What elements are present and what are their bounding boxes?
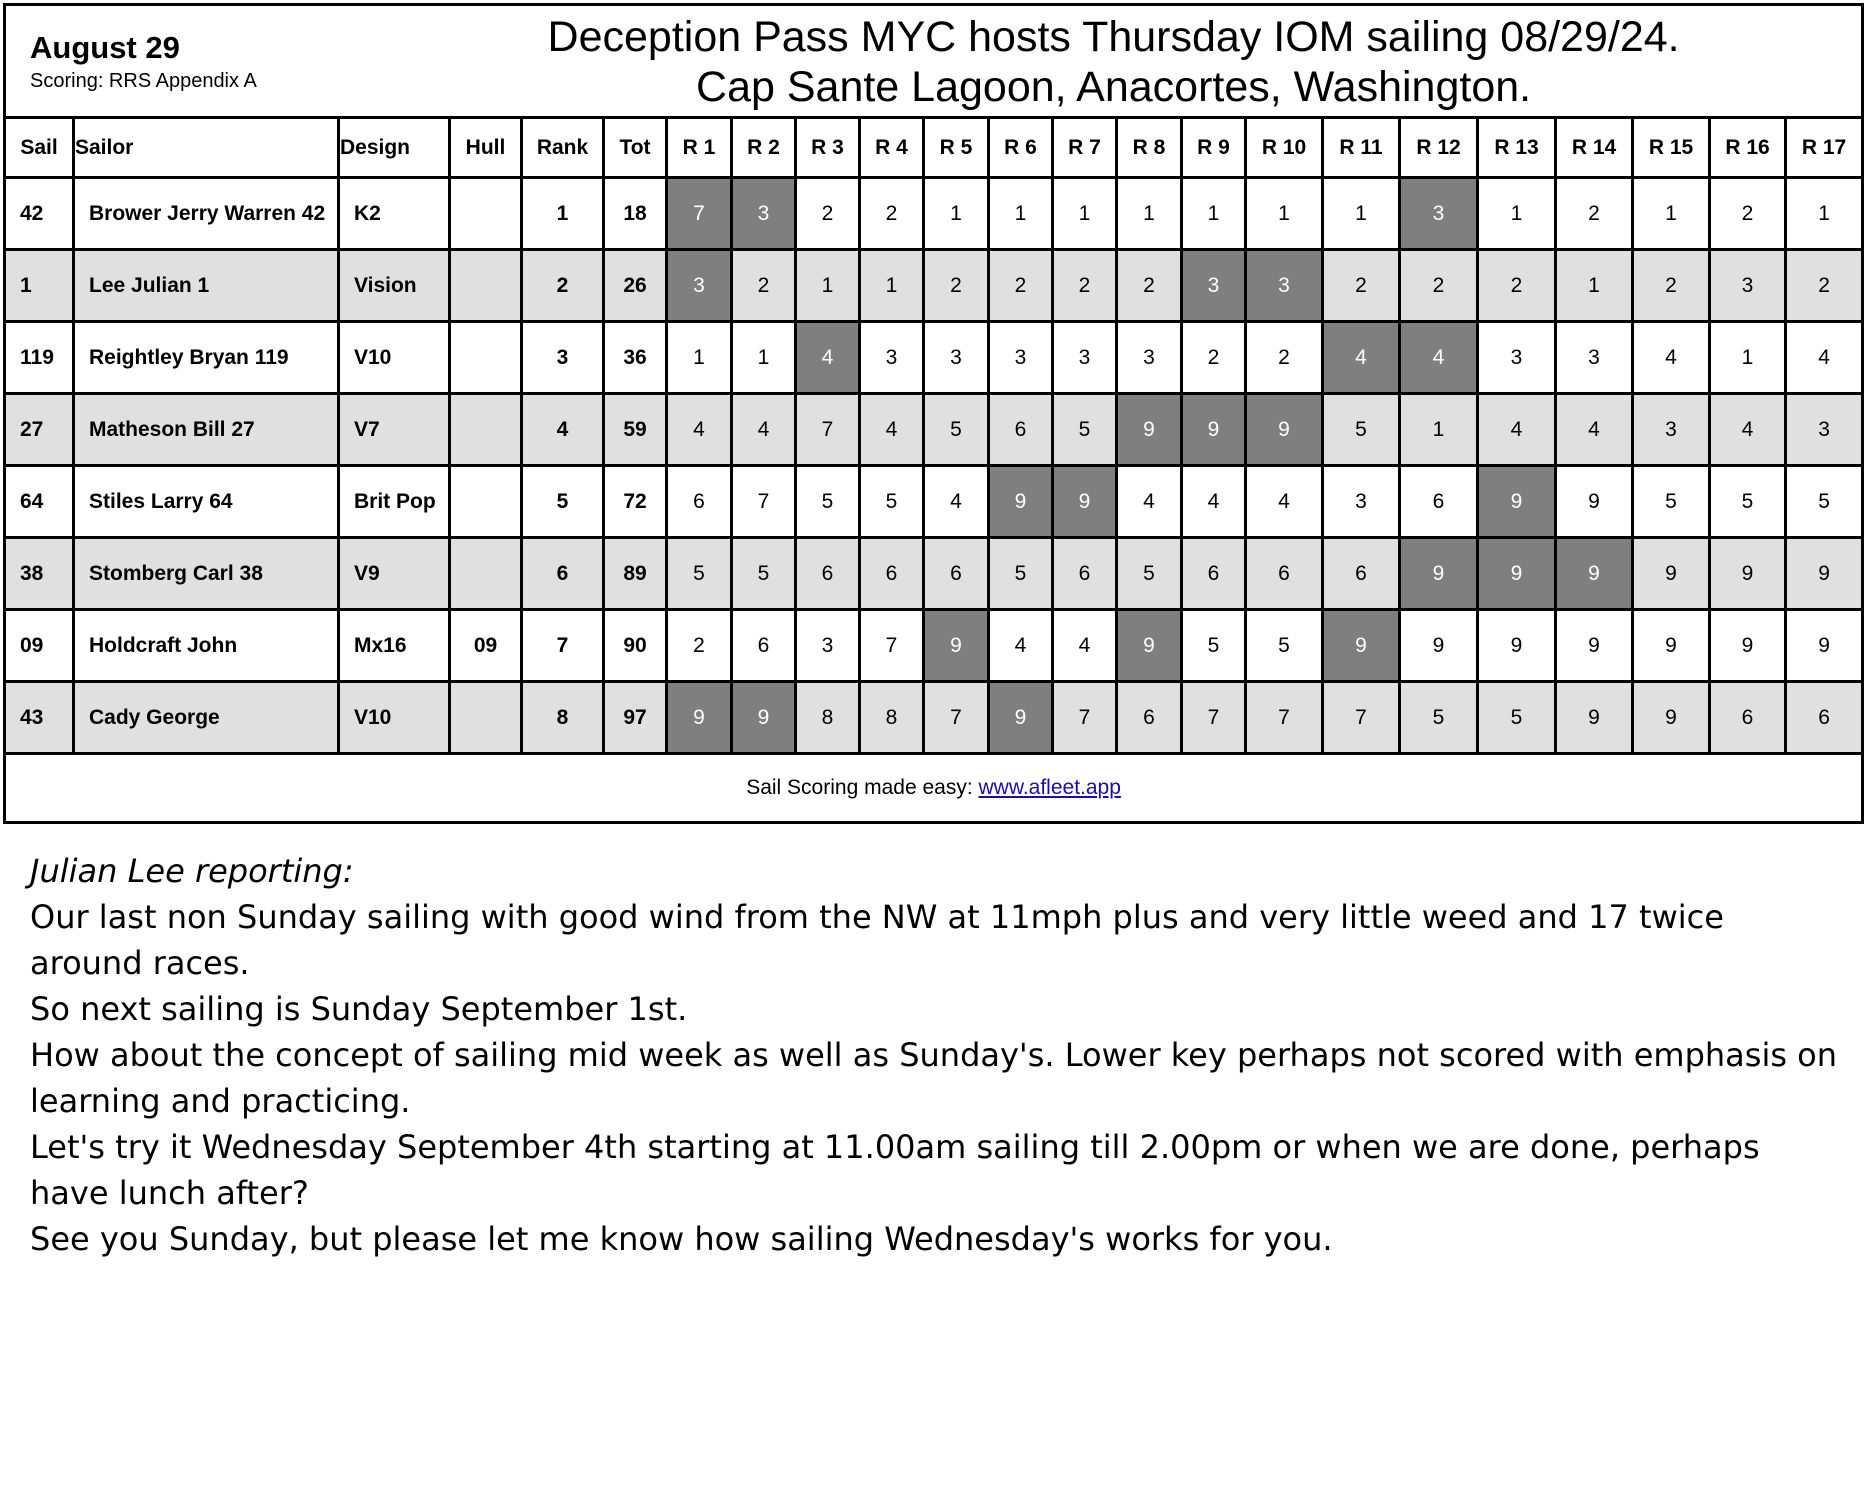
column-header: Tot: [604, 118, 667, 178]
design-cell: V10: [339, 682, 450, 754]
sail-cell: 1: [5, 250, 74, 322]
rank-cell: 2: [522, 250, 604, 322]
report-paragraph-2: So next sailing is Sunday September 1st.: [30, 990, 688, 1028]
race-score-cell: 4: [860, 394, 924, 466]
table-row: [5, 538, 1863, 610]
race-score-cell: 2: [796, 178, 860, 250]
race-score-cell: 1: [860, 250, 924, 322]
dropped-score-cell: 4: [1400, 322, 1478, 394]
column-header: Rank: [522, 118, 604, 178]
race-score-cell: 1: [796, 250, 860, 322]
race-score-cell: 1: [1246, 178, 1323, 250]
race-score-cell: 9: [1786, 610, 1863, 682]
race-score-cell: 2: [989, 250, 1053, 322]
column-header: R 14: [1556, 118, 1633, 178]
race-score-cell: 9: [1556, 466, 1633, 538]
race-score-cell: 9: [1556, 682, 1633, 754]
race-score-cell: 7: [1246, 682, 1323, 754]
race-score-cell: 9: [1710, 610, 1786, 682]
race-score-cell: 3: [796, 610, 860, 682]
event-date: August 29: [30, 30, 180, 65]
design-cell: Vision: [339, 250, 450, 322]
race-score-cell: 3: [1633, 394, 1710, 466]
report-paragraph-5: See you Sunday, but please let me know how sailing Wednesday's works for you.: [30, 1220, 1333, 1258]
race-score-cell: 4: [1182, 466, 1246, 538]
design-cell: K2: [339, 178, 450, 250]
total-cell: 89: [604, 538, 667, 610]
table-row: [5, 610, 1863, 682]
race-score-cell: 4: [1053, 610, 1117, 682]
race-score-cell: 6: [989, 394, 1053, 466]
race-score-cell: 2: [1710, 178, 1786, 250]
race-score-cell: 5: [1246, 610, 1323, 682]
race-score-cell: 2: [1633, 250, 1710, 322]
race-score-cell: 1: [667, 322, 732, 394]
table-row: [5, 394, 1863, 466]
column-header: R 5: [924, 118, 989, 178]
race-score-cell: 1: [924, 178, 989, 250]
race-score-cell: 1: [1117, 178, 1182, 250]
footer-prefix: Sail Scoring made easy:: [746, 776, 979, 799]
race-score-cell: 3: [1053, 322, 1117, 394]
total-cell: 90: [604, 610, 667, 682]
race-score-cell: 1: [1633, 178, 1710, 250]
race-score-cell: 4: [1478, 394, 1556, 466]
race-score-cell: 2: [1478, 250, 1556, 322]
dropped-score-cell: 3: [732, 178, 796, 250]
race-score-cell: 2: [1182, 322, 1246, 394]
dropped-score-cell: 4: [1323, 322, 1400, 394]
race-score-cell: 2: [1323, 250, 1400, 322]
race-score-cell: 3: [1710, 250, 1786, 322]
rank-cell: 3: [522, 322, 604, 394]
design-cell: Mx16: [339, 610, 450, 682]
race-score-cell: 5: [1117, 538, 1182, 610]
hull-cell: [450, 466, 522, 538]
race-score-cell: 9: [1400, 610, 1478, 682]
rank-cell: 8: [522, 682, 604, 754]
hull-cell: [450, 538, 522, 610]
dropped-score-cell: 9: [667, 682, 732, 754]
dropped-score-cell: 3: [1182, 250, 1246, 322]
column-header: R 15: [1633, 118, 1710, 178]
race-score-cell: 1: [1556, 250, 1633, 322]
column-header: R 13: [1478, 118, 1556, 178]
dropped-score-cell: 9: [1053, 466, 1117, 538]
table-row: [5, 682, 1863, 754]
race-score-cell: 1: [989, 178, 1053, 250]
race-score-cell: 1: [1323, 178, 1400, 250]
race-score-cell: 6: [924, 538, 989, 610]
dropped-score-cell: 9: [1478, 466, 1556, 538]
race-score-cell: 2: [1556, 178, 1633, 250]
dropped-score-cell: 3: [667, 250, 732, 322]
sail-cell: 38: [5, 538, 74, 610]
race-score-cell: 3: [989, 322, 1053, 394]
rank-cell: 7: [522, 610, 604, 682]
design-cell: V10: [339, 322, 450, 394]
race-score-cell: 3: [860, 322, 924, 394]
race-score-cell: 2: [667, 610, 732, 682]
race-score-cell: 5: [1053, 394, 1117, 466]
race-score-cell: 9: [1478, 610, 1556, 682]
rank-cell: 4: [522, 394, 604, 466]
race-score-cell: 5: [1478, 682, 1556, 754]
column-header: Hull: [450, 118, 522, 178]
race-score-cell: 4: [1246, 466, 1323, 538]
dropped-score-cell: 9: [989, 466, 1053, 538]
dropped-score-cell: 7: [667, 178, 732, 250]
race-score-cell: 2: [1786, 250, 1863, 322]
race-score-cell: 9: [1633, 682, 1710, 754]
race-score-cell: 1: [1786, 178, 1863, 250]
rank-cell: 1: [522, 178, 604, 250]
dropped-score-cell: 9: [1400, 538, 1478, 610]
hull-cell: 09: [450, 610, 522, 682]
event-title: [366, 12, 1861, 112]
sailor-cell: Stomberg Carl 38: [74, 538, 339, 610]
race-score-cell: 2: [924, 250, 989, 322]
race-score-cell: 4: [1556, 394, 1633, 466]
race-score-cell: 6: [732, 610, 796, 682]
results-sheet: [3, 3, 1862, 824]
race-score-cell: 9: [1786, 538, 1863, 610]
report-paragraph-1: Our last non Sunday sailing with good wind from the NW at 11mph plus and very little weed and 17 twice around races.: [30, 898, 1724, 982]
hull-cell: [450, 178, 522, 250]
total-cell: 26: [604, 250, 667, 322]
dropped-score-cell: 9: [732, 682, 796, 754]
race-score-cell: 7: [1182, 682, 1246, 754]
race-score-cell: 5: [667, 538, 732, 610]
race-score-cell: 1: [732, 322, 796, 394]
race-score-cell: 3: [1786, 394, 1863, 466]
race-score-cell: 5: [796, 466, 860, 538]
column-header: R 3: [796, 118, 860, 178]
column-header: Sailor: [74, 118, 339, 178]
column-header: Design: [339, 118, 450, 178]
total-cell: 59: [604, 394, 667, 466]
sailor-cell: Cady George: [74, 682, 339, 754]
dropped-score-cell: 3: [1246, 250, 1323, 322]
column-header: R 10: [1246, 118, 1323, 178]
race-score-cell: 7: [732, 466, 796, 538]
race-score-cell: 5: [860, 466, 924, 538]
race-score-cell: 2: [732, 250, 796, 322]
race-score-cell: 4: [1786, 322, 1863, 394]
race-score-cell: 2: [1053, 250, 1117, 322]
sail-cell: 64: [5, 466, 74, 538]
race-score-cell: 5: [1786, 466, 1863, 538]
race-score-cell: 6: [1053, 538, 1117, 610]
hull-cell: [450, 250, 522, 322]
race-score-cell: 3: [1117, 322, 1182, 394]
column-header: R 4: [860, 118, 924, 178]
race-score-cell: 6: [1400, 466, 1478, 538]
footer-credit: [5, 754, 1863, 823]
race-score-cell: 2: [1400, 250, 1478, 322]
race-score-cell: 3: [1556, 322, 1633, 394]
race-score-cell: 2: [1246, 322, 1323, 394]
dropped-score-cell: 3: [1400, 178, 1478, 250]
report-paragraph-3: How about the concept of sailing mid week as well as Sunday's. Lower key perhaps not scored with emphasis on learning and practicing.: [30, 1036, 1838, 1120]
race-score-cell: 6: [667, 466, 732, 538]
design-cell: V7: [339, 394, 450, 466]
sail-cell: 119: [5, 322, 74, 394]
race-report: [30, 848, 1840, 1262]
afleet-link[interactable]: www.afleet.app: [978, 776, 1121, 799]
race-score-cell: 6: [1323, 538, 1400, 610]
rank-cell: 6: [522, 538, 604, 610]
race-score-cell: 4: [1117, 466, 1182, 538]
dropped-score-cell: 9: [1117, 394, 1182, 466]
race-score-cell: 7: [1323, 682, 1400, 754]
column-header: R 2: [732, 118, 796, 178]
hull-cell: [450, 394, 522, 466]
race-score-cell: 1: [1710, 322, 1786, 394]
column-header: R 11: [1323, 118, 1400, 178]
race-score-cell: 1: [1053, 178, 1117, 250]
race-score-cell: 1: [1400, 394, 1478, 466]
report-byline: Julian Lee reporting:: [30, 852, 354, 890]
race-score-cell: 7: [924, 682, 989, 754]
results-table: [3, 3, 1864, 824]
race-score-cell: 4: [924, 466, 989, 538]
race-score-cell: 1: [1478, 178, 1556, 250]
race-score-cell: 6: [860, 538, 924, 610]
design-cell: Brit Pop: [339, 466, 450, 538]
race-score-cell: 2: [1117, 250, 1182, 322]
race-score-cell: 7: [860, 610, 924, 682]
race-score-cell: 3: [1323, 466, 1400, 538]
sail-cell: 43: [5, 682, 74, 754]
race-score-cell: 5: [1323, 394, 1400, 466]
race-score-cell: 5: [924, 394, 989, 466]
event-title-line1: Deception Pass MYC hosts Thursday IOM sailing 08/29/24.: [547, 13, 1680, 61]
race-score-cell: 6: [1786, 682, 1863, 754]
dropped-score-cell: 9: [1246, 394, 1323, 466]
table-row: [5, 322, 1863, 394]
dropped-score-cell: 9: [1323, 610, 1400, 682]
rank-cell: 5: [522, 466, 604, 538]
race-score-cell: 7: [796, 394, 860, 466]
race-score-cell: 8: [796, 682, 860, 754]
race-score-cell: 6: [1182, 538, 1246, 610]
column-header: R 7: [1053, 118, 1117, 178]
column-header: R 12: [1400, 118, 1478, 178]
race-score-cell: 5: [1182, 610, 1246, 682]
race-score-cell: 4: [989, 610, 1053, 682]
race-score-cell: 5: [732, 538, 796, 610]
column-header-row: [5, 118, 1863, 178]
hull-cell: [450, 322, 522, 394]
race-score-cell: 6: [1710, 682, 1786, 754]
dropped-score-cell: 9: [989, 682, 1053, 754]
table-row: [5, 466, 1863, 538]
race-score-cell: 7: [1053, 682, 1117, 754]
column-header: Sail: [5, 118, 74, 178]
scoring-system: Scoring: RRS Appendix A: [30, 70, 257, 92]
race-score-cell: 6: [1117, 682, 1182, 754]
race-score-cell: 2: [860, 178, 924, 250]
sailor-cell: Matheson Bill 27: [74, 394, 339, 466]
column-header: R 1: [667, 118, 732, 178]
race-score-cell: 5: [1400, 682, 1478, 754]
dropped-score-cell: 9: [924, 610, 989, 682]
race-score-cell: 5: [1633, 466, 1710, 538]
total-cell: 36: [604, 322, 667, 394]
hull-cell: [450, 682, 522, 754]
design-cell: V9: [339, 538, 450, 610]
total-cell: 18: [604, 178, 667, 250]
dropped-score-cell: 9: [1182, 394, 1246, 466]
race-score-cell: 8: [860, 682, 924, 754]
race-score-cell: 5: [989, 538, 1053, 610]
race-score-cell: 9: [1710, 538, 1786, 610]
sailor-cell: Brower Jerry Warren 42: [74, 178, 339, 250]
race-score-cell: 9: [1633, 538, 1710, 610]
race-score-cell: 5: [1710, 466, 1786, 538]
race-score-cell: 6: [1246, 538, 1323, 610]
race-score-cell: 4: [1633, 322, 1710, 394]
column-header: R 16: [1710, 118, 1786, 178]
race-score-cell: 9: [1556, 610, 1633, 682]
column-header: R 6: [989, 118, 1053, 178]
race-score-cell: 4: [732, 394, 796, 466]
race-score-cell: 1: [1182, 178, 1246, 250]
column-header: R 17: [1786, 118, 1863, 178]
dropped-score-cell: 9: [1556, 538, 1633, 610]
total-cell: 97: [604, 682, 667, 754]
sailor-cell: Holdcraft John: [74, 610, 339, 682]
race-score-cell: 9: [1633, 610, 1710, 682]
event-title-line2: Cap Sante Lagoon, Anacortes, Washington.: [696, 63, 1532, 111]
sailor-cell: Reightley Bryan 119: [74, 322, 339, 394]
table-row: [5, 250, 1863, 322]
dropped-score-cell: 9: [1478, 538, 1556, 610]
race-score-cell: 4: [1710, 394, 1786, 466]
race-score-cell: 3: [1478, 322, 1556, 394]
column-header: R 8: [1117, 118, 1182, 178]
report-paragraph-4: Let's try it Wednesday September 4th starting at 11.00am sailing till 2.00pm or when we are done, perhaps have lunch after?: [30, 1128, 1760, 1212]
sail-cell: 27: [5, 394, 74, 466]
total-cell: 72: [604, 466, 667, 538]
sailor-cell: Lee Julian 1: [74, 250, 339, 322]
race-score-cell: 6: [796, 538, 860, 610]
dropped-score-cell: 4: [796, 322, 860, 394]
sail-cell: 42: [5, 178, 74, 250]
table-row: [5, 178, 1863, 250]
sailor-cell: Stiles Larry 64: [74, 466, 339, 538]
dropped-score-cell: 9: [1117, 610, 1182, 682]
column-header: R 9: [1182, 118, 1246, 178]
race-score-cell: 4: [667, 394, 732, 466]
race-score-cell: 3: [924, 322, 989, 394]
sail-cell: 09: [5, 610, 74, 682]
table-header-block: [5, 5, 1863, 118]
results-body: [5, 178, 1863, 754]
